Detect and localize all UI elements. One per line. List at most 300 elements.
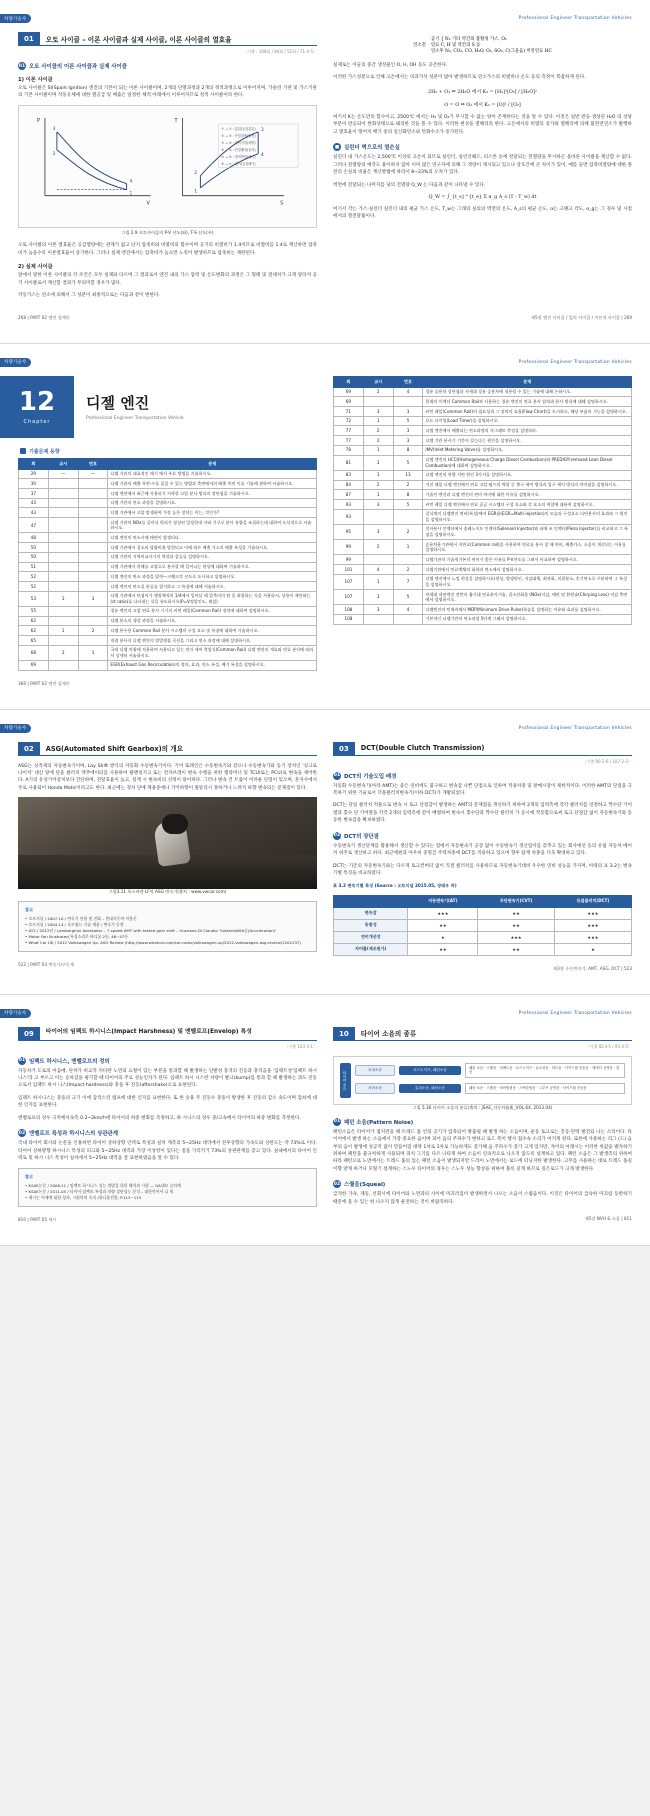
- cell-question: 직접 분사식 디젤 엔진의 열발생률 곡선을 그리고 연소 과정에 대해 설명하시오.: [108, 635, 317, 645]
- svg-text:4: 4: [261, 151, 264, 157]
- reference-item: • 오토지널 / 2004.14 / 오토월드 기술 제품 / 변속기 동향: [25, 921, 124, 927]
- cell-meta: 3: [78, 591, 108, 606]
- cell-question: 디젤 엔진에서 배출되는 연소과정의 사그레트 측정을 설명하라.: [423, 426, 632, 436]
- cell-meta: 2: [78, 626, 108, 636]
- table-header-row-2: [334, 376, 632, 387]
- page-footer-4r: [333, 1216, 632, 1222]
- reference-item: • KSAE논문 / 2006.11 / 임팩트 하시니스 성능 개발을 위한 해석과 시험 — QA대모 승차계: [25, 1182, 181, 1188]
- cell-meta: [363, 614, 393, 624]
- transmission-comparison-table: [333, 895, 632, 956]
- diagram-sub-exterior: 통과소음, 패턴소음: [399, 1084, 461, 1093]
- harshness-sub1: [18, 1057, 317, 1065]
- table-row: [19, 635, 317, 645]
- reference-title-2: 참고: [25, 1174, 33, 1180]
- heading-real-cycle: 2) 실제 사이클: [18, 264, 53, 271]
- cell-meta: [48, 606, 78, 616]
- pv-ts-chart-svg: [23, 110, 312, 220]
- left-column: [18, 32, 317, 305]
- table-row: [19, 479, 317, 489]
- cell-question: 경유 엔진의 고압 연료 분사 기기의 커먼 레일(Common Rail) 장치에 대하여 설명하시오.: [108, 606, 317, 616]
- equation-o2: O = O ⇌ O₂ 에서 K₂ = [O]² / [O₂]: [444, 102, 521, 108]
- noise-exam-tag: 〔기출 ID-3-5 / 95-4-5〕: [585, 1043, 632, 1049]
- svg-text:1: 1: [194, 188, 197, 194]
- table-row: [334, 524, 632, 539]
- cell-meta: 95: [334, 524, 364, 539]
- harshness-sub1-marker: 01: [18, 1058, 26, 1064]
- th-period-2: 교시: [363, 376, 393, 387]
- cell-question: 커먼 레일(Common Rail)의 필요성과 그 장치의 효율(Flow Chart)을 도시하고, 해당 부품의 기능을 설명하시오.: [423, 407, 632, 417]
- noise-section-title: 타이어 소음의 종류: [355, 1027, 632, 1041]
- table-row: [19, 543, 317, 553]
- subsection-heading: [18, 62, 317, 70]
- th-number: 번호: [78, 458, 108, 469]
- equation-qw: Q_W = ∫_{t_s}^{t_e} Σ α_g A_s (T - T_w) dt: [428, 194, 537, 200]
- cell-question: 로드 타이밍(Load Timer)을 설명하시오.: [423, 416, 632, 426]
- dct-sub2: [333, 832, 632, 840]
- cell-question: 전자분사 인젝터에서 솔레노이드 인젝터(Solenoid Injector)와 피에 조 인젝터(Piezo Injector)를 비교하고 그 특징을 설명하시오.: [423, 524, 632, 539]
- noise-sub2-marker: 02: [333, 1181, 341, 1187]
- cell-meta: 62: [19, 616, 49, 626]
- cell-meta: 93: [334, 509, 364, 524]
- svg-text:2: 2: [194, 169, 197, 175]
- cell-meta: [48, 533, 78, 543]
- harshness-section-title: 타이어의 임팩트 하시니스(Impact Harshness) 및 엔벨로프(Envelop) 특성: [40, 1027, 317, 1041]
- comparison-rating: ★★★: [408, 907, 478, 919]
- table-row: [334, 426, 632, 436]
- combustion-equation-block: [333, 36, 632, 54]
- table-body-right: [334, 387, 632, 624]
- cell-meta: 3: [363, 589, 393, 604]
- cell-meta: 1: [48, 626, 78, 636]
- cell-meta: [363, 555, 393, 565]
- th-question: 문제: [108, 458, 317, 469]
- cell-question: 디젤 기관의 연소 과정을 설명하시오.: [108, 498, 317, 508]
- section-heading: [18, 32, 317, 46]
- svg-text:③ → ④ : 정적가열(폭발): ③ → ④ : 정적가열(폭발): [221, 140, 256, 145]
- cell-meta: 1: [363, 574, 393, 589]
- dct-table-caption: 표 3.2 변속기별 특징 (Source : 오토지널 2015.05, 장태우 차): [333, 882, 457, 888]
- asg-photo-caption: 그림3.11 폭스바겐 LF의 ASG 변속기(출처 : www.vwcar.com): [108, 889, 227, 895]
- reference-item: • AT2 / 2012년 / Lamborghini Aventador – 7-speed AMT with tested gear shift – Graziano Di Claudio 'Sostenibilità승(Acceleration)': [25, 927, 277, 933]
- footer-left-2: 366 | PART 02 엔진 설계론: [18, 680, 70, 686]
- cell-meta: 68: [19, 645, 49, 660]
- cell-question: 가솔린 엔진과 디젤 엔진의 연비 차이에 대한 이유를 설명하시오.: [423, 490, 632, 500]
- combustion-line-3: 연소후 N₂, CO₂, CO, H₂O, O₂, SO₂, C(그을음) 미연연료 HC: [430, 49, 552, 54]
- cell-meta: 5: [393, 455, 423, 470]
- cell-meta: 3: [363, 407, 393, 417]
- svg-text:T: T: [174, 117, 178, 124]
- table-row: [19, 498, 317, 508]
- cell-meta: 30: [19, 479, 49, 489]
- cell-meta: [48, 489, 78, 499]
- table-row: [334, 614, 632, 624]
- harshness-sub1-title: 임팩트 하시니스, 엔벨로프의 정의: [29, 1058, 110, 1065]
- svg-text:P: P: [36, 117, 40, 124]
- table-row: [334, 455, 632, 470]
- cell-meta: 2: [363, 436, 393, 446]
- paragraph-intermediate: 실제로는 이들의 중간 생성물인 O, H, OH 등도 공존한다.: [333, 63, 448, 68]
- cell-question: 디젤 엔진에서 최근에 사용되기 시작한 고압 분사 방식의 장단점을 기술하시오.: [108, 489, 317, 499]
- cell-question: 디젤 기관에서 질소의 당량비율 발현되고 이에 따른 배출 가스의 배출 특성을 기술하시오.: [108, 543, 317, 553]
- harshness-paragraph-4: 국내 타이어 회사의 논문을 인용하면 타이어 상하상향 인덱로 특성과 실차 계측의 5~25Hz 대역에서 전후상향의 가속도와 상관도는 약 73%로 이다. 타이어 상하방향 하시니스 특성의 피크와 5~25Hz 대역과 가장 이상항이 있다는 점을 가리키기 73%의 상관관계를 갖고 있다. 실내에서의 타이어 인덱로 및 하시 니스 특성이 실차에서 5~25Hz 대역을 잘 표현하였음을 알 수 있다.: [18, 1141, 317, 1162]
- cell-meta: [48, 572, 78, 582]
- cell-question: 디젤 기관에서 촉매를 고압으로 분사할 때 일어나는 현상에 대하여 기술하시오.: [108, 562, 317, 572]
- paragraph-gas-composition: 이러한 가스성분으로 인해 고온에서는 비과가석 성분이 많아 발생하므로 연소가스의 비열비나 온도 등의 측정이 복잡하게 된다.: [333, 75, 586, 81]
- paragraph-wall-transfer: 벽면에 전달되는 나머지를 당의 전열량 Q_W 는 다음과 같이 나타낼 수 있다.: [333, 182, 486, 188]
- cell-meta: 13: [393, 470, 423, 480]
- cell-meta: 1: [363, 490, 393, 500]
- cell-meta: 52: [19, 581, 49, 591]
- footer-right-4: 제5장 NVH & 소음 | 811: [584, 1216, 632, 1222]
- cell-question: 경유 승용차 장단점과 저세대 경유 승용차에 적용될 수 있는 기술에 대해 논하시오.: [423, 387, 632, 397]
- comparison-rating: ★★: [408, 943, 478, 955]
- comparison-label: 연비개선성: [334, 931, 408, 943]
- noise-sub2-title: 스퀄음(Squeal): [344, 1182, 386, 1189]
- cell-meta: 93: [334, 499, 364, 509]
- cell-meta: 4: [393, 387, 423, 397]
- cell-meta: 101: [334, 564, 364, 574]
- combustion-label: 연소전: [413, 43, 426, 48]
- cell-meta: [78, 479, 108, 489]
- harshness-paragraph-2: 임팩트 하시니스는 충돌의 크기 이에 감작스런 범프에 대한 인지를 표현한다. 또 한 승용 주 진동수 충돌이 발생한 후 진동의 감소 속도이며 감쇠에 대한 인지를 표현한다.: [18, 1095, 317, 1109]
- noise-section-heading: [333, 1027, 632, 1041]
- cell-meta: 37: [19, 489, 49, 499]
- cell-meta: 71: [334, 407, 364, 417]
- cell-meta: 99: [334, 555, 364, 565]
- cell-question: 질식계의 디젤엔진 연비(특성)에서 EGR율(EGR=Multi-injection)의 모습과 구성요소 다단분사의 효과와 그 원인을 설명하시오.: [423, 509, 632, 524]
- svg-text:2: 2: [52, 150, 56, 156]
- subsection-marker-2: ■: [334, 144, 340, 150]
- dct-sub2-marker: 02: [333, 833, 341, 839]
- table-row: [19, 660, 317, 670]
- table-row: [334, 555, 632, 565]
- cell-meta: [48, 508, 78, 518]
- comparison-rating: ★: [408, 931, 478, 943]
- table-row: [19, 518, 317, 533]
- paragraph-dissociation: 여기서 K는 온도만의 함수이고, 2500℃ 에서는 H₂ 및 O₂가 무시할 수 없는 양이 존재한다는 것을 알 수 있다. 이것은 일반 반응·생성된 H₂O 의 상당부분이 반응되어 완화상태으로 돼리한 것을 볼 수 있다. 이러한 현상을 열해리라 한다. 고온에서의 비열의 증가와 열해리에 의해 불완전연소가 발행하고 열효율이 떨어져 배기 중의 일산화탄소와 탄화수소가 증가된다.: [333, 114, 632, 135]
- harshness-sub2-title: 엔벨로프 특성과 하시니스의 상관관계: [29, 1131, 118, 1138]
- th-number-2: 번호: [393, 376, 423, 387]
- cell-meta: 5: [393, 589, 423, 604]
- running-head-left: 차량기술사: [0, 14, 31, 23]
- footer-left-4: 810 | PART 05 새시: [18, 1216, 57, 1222]
- svg-text:⑥ → ① : 배기(등압배기): ⑥ → ① : 배기(등압배기): [221, 161, 256, 166]
- section-title: 오토 사이클 – 이론 사이클과 실제 사이클, 이론 사이클의 열효율: [40, 32, 317, 46]
- cell-meta: 51: [19, 562, 49, 572]
- cell-meta: 99: [334, 540, 364, 555]
- table-row: [19, 606, 317, 616]
- table-row: [334, 605, 632, 615]
- cell-meta: 69: [334, 397, 364, 407]
- cell-meta: [78, 498, 108, 508]
- cell-meta: 2: [363, 480, 393, 490]
- dct-paragraph-1: 자동화 수동변속기(아라 AMT)는 좋은 연비에도 불구하고 변속감 나쁜 단점으로 인하여 적용차종 및 판매시장이 제한적이다. 이러한 AMT의 단점을 극복하기 위한 기술로서 더플클러치변속기(이하 DCT)가 개발되었다.: [333, 783, 632, 797]
- cell-meta: 3: [363, 499, 393, 509]
- chapter-left-column: [18, 376, 317, 687]
- cell-meta: 77: [334, 426, 364, 436]
- dct-section-number: 03: [333, 742, 355, 756]
- table-row: [334, 387, 632, 397]
- table-row: [334, 445, 632, 455]
- cell-meta: 2: [363, 387, 393, 397]
- diagram-branch-interior: 차내소음: [355, 1065, 395, 1076]
- dct-exam-tag: 〔기출 90-2-6 / 107-2-3〕: [582, 758, 632, 764]
- chapter-subtitle: Professional Engineer Transportation Vehicle: [86, 416, 184, 422]
- cell-meta: 3: [363, 524, 393, 539]
- noise-sub1-title: 패턴 소음(Pattern Noise): [344, 1119, 414, 1126]
- cell-question: 디젤 기관 분사기 기간이 갖는다는 원인을 설명하시오.: [423, 436, 632, 446]
- section-number: 01: [18, 32, 40, 46]
- heading-theory-cycle: 1) 이론 사이클: [18, 77, 53, 83]
- table-row: [19, 572, 317, 582]
- cell-meta: [78, 518, 108, 533]
- cell-meta: 1: [393, 540, 423, 555]
- cell-meta: —: [48, 469, 78, 479]
- paragraph-efficiency: 오토 사이클의 이론 열효율은 공급열량에는 관계가 없고 단지 압축비와 비열비의 함수이며 공기의 비열비가 1.4이므로 비열비를 1.4로 계산하면 압축비가 높을수록 이론열효율이 증가한다. 그러나 실제 엔진에서는 압축비가 높으면 노킹이 발생하므로 압축비는 제한된다.: [18, 243, 317, 256]
- cell-meta: 5: [393, 499, 423, 509]
- cell-meta: [48, 518, 78, 533]
- harshness-sub2: [18, 1129, 317, 1137]
- comparison-label: 변속감: [334, 907, 408, 919]
- cell-meta: 81: [334, 455, 364, 470]
- page-oto-cycle: [0, 0, 650, 344]
- table-row: [334, 499, 632, 509]
- cell-meta: [48, 543, 78, 553]
- cell-question: 국내 디젤 차량에 적용하여 사용되고 있는 전자 제어 축압식(Common Rail) 디젤 엔진의 개요와 연료 분사에 따라서 상세히 서술하시오.: [108, 645, 317, 660]
- chapter-number: 12: [18, 386, 56, 417]
- footer-right-3: 제3장 수동변속기, AMT, ASG, DCT | 523: [553, 965, 632, 971]
- cell-meta: [48, 552, 78, 562]
- cell-question: 디젤 기관의 대표적인 매기 에서 주요 방법을 기술하시오.: [108, 469, 317, 479]
- cell-question: 기본적인 디젤기관의 연소과정 5단계 그래서 설명하시오.: [423, 614, 632, 624]
- asg-section-heading: [18, 742, 317, 756]
- diagram-sub-interior: 로드노이즈, 패턴소음: [399, 1066, 461, 1075]
- cell-meta: [393, 397, 423, 407]
- comparison-rating: ★★★: [554, 907, 631, 919]
- cell-meta: 48: [19, 533, 49, 543]
- cell-meta: 5: [393, 416, 423, 426]
- table-row: [334, 540, 632, 555]
- cell-question: 디젤 기관의 지역비교사기의 역할과 종류를 설명하시오.: [108, 552, 317, 562]
- footer-right: 제5장 엔진 사이클 / 일의 사이클 / 이론적 사이클 | 269: [530, 314, 632, 320]
- cell-question: 디젤기관에서 연료액체의 화학과 연소에서 설명하시오.: [423, 564, 632, 574]
- cell-meta: [78, 616, 108, 626]
- footer-left: 268 | PART 02 엔진 설계론: [18, 314, 70, 320]
- paragraph-working-gas: 작동가스는 연소에 의해서 그 성분이 최종적으로는 다음과 같이 변한다.: [18, 293, 160, 299]
- svg-text:② → ③ : 단열압축(압축): ② → ③ : 단열압축(압축): [221, 133, 256, 138]
- page-asg-dct: [0, 710, 650, 995]
- comparison-rating: ★★: [478, 943, 555, 955]
- cell-meta: 108: [334, 614, 364, 624]
- cell-meta: 52: [19, 572, 49, 582]
- table-header-row: [19, 458, 317, 469]
- figure-caption: 그림 2.9 오토사이클의 P-V 선도(좌), T-S 선도(우): [121, 230, 214, 236]
- cell-meta: 69: [19, 660, 49, 670]
- cell-meta: [363, 509, 393, 524]
- page-header: [4, 14, 632, 23]
- page-footer-2: [18, 681, 317, 687]
- cell-question: 디젤 분수용 Common Rail 분사 시스템의 구성 요소 및 특징에 대하여 기술하시오.: [108, 626, 317, 636]
- harshness-exam-tag: 〔기출 103-3-1〕: [284, 1043, 317, 1049]
- cell-meta: [78, 489, 108, 499]
- dct-column: [333, 742, 632, 972]
- asg-gearbox-photo: [18, 797, 317, 889]
- th-question-2: 문제: [423, 376, 632, 387]
- running-head-right: Professional Engineer Transportation Vehicles: [518, 16, 632, 21]
- th-blank: [334, 895, 408, 907]
- noise-sub1-marker: 01: [333, 1119, 341, 1125]
- harshness-section-number: 09: [18, 1027, 40, 1041]
- chapter-header: [18, 376, 317, 438]
- cell-meta: [48, 616, 78, 626]
- dct-sub1-title: DCT의 기술도입 배경: [344, 773, 397, 780]
- cell-meta: [78, 572, 108, 582]
- cell-meta: [78, 581, 108, 591]
- subsection-title: 오토 사이클의 이론 사이클과 실제 사이클: [29, 64, 127, 70]
- equation-h2o: 2H₂ + O₂ ⇌ 2H₂O 에서 K₂ = [H₂]²[O₂] / [H₂O]²: [428, 89, 537, 95]
- dct-sub1-marker: 01: [333, 773, 341, 779]
- cell-meta: [393, 614, 423, 624]
- harshness-column: [18, 1027, 317, 1223]
- figure-pv-ts-diagram: [18, 105, 317, 229]
- tire-noise-classification-diagram: [333, 1056, 632, 1105]
- page-footer-4: [18, 1217, 317, 1223]
- cell-meta: 50: [19, 543, 49, 553]
- cell-meta: [78, 660, 108, 670]
- cell-meta: 2: [363, 426, 393, 436]
- cell-meta: 47: [19, 518, 49, 533]
- table-row: [19, 616, 317, 626]
- cell-meta: [78, 508, 108, 518]
- cell-question: EGR(Exhaust Gas Recirculation)의 정의, 효과, 연소 특성, 배기 특성을 설명하시오.: [108, 660, 317, 670]
- page-header-2: [4, 358, 632, 367]
- table-row: [334, 589, 632, 604]
- cell-meta: 84: [334, 480, 364, 490]
- svg-text:① → ② : 흡입(등압흡입): ① → ② : 흡입(등압흡입): [221, 126, 256, 131]
- cell-question: 디젤 기관에서 단점이가 행정체적의 1/4에서 일어날 때 압축비의 탑 을 최합하는 식을 사용하서, 상용이 제안하는 (ct ratio)를 나타내는 식을 유도하시오(P=V정압인도, 제설): [108, 591, 317, 606]
- svg-text:S: S: [280, 200, 284, 207]
- table-row: [19, 469, 317, 479]
- table-row: [334, 436, 632, 446]
- diagram-branch-exterior: 차외소음: [355, 1083, 395, 1094]
- cell-question: 디젤 엔진의 연소실 분류를 열거하고 그 특징에 대해 서술하시오.: [108, 581, 317, 591]
- cell-meta: 3: [48, 645, 78, 660]
- cell-meta: 69: [334, 387, 364, 397]
- cell-meta: 2: [393, 524, 423, 539]
- page-header-3: [4, 724, 632, 733]
- table-row: [334, 509, 632, 524]
- comparison-rating: ★★★: [554, 919, 631, 931]
- cell-meta: [48, 581, 78, 591]
- cell-meta: 3: [363, 605, 393, 615]
- comparison-row: [334, 931, 632, 943]
- cell-meta: 2: [393, 564, 423, 574]
- cell-meta: 53: [19, 591, 49, 606]
- cell-question: 디젤 기관의 NOx를 줄이다 원리가 형성된 일정한데 이와 기구로 분사 유량을 조절하는데 대하여 도식적으로 서술하시오.: [108, 518, 317, 533]
- comparison-row: [334, 943, 632, 955]
- comparison-label: 동합성: [334, 919, 408, 931]
- reference-item: • KSAE논문 / 2011.05 / 타이어 임팩트 특성과 차량 상단성능 분석 – 대한인아서 니 게: [25, 1188, 174, 1194]
- cell-question: 디젤 기관에서 고압 발생하여 가장 높은 장치는 이는, 것인가?: [108, 508, 317, 518]
- dct-section-heading: [333, 742, 632, 756]
- table-row: [334, 470, 632, 480]
- cell-meta: 4: [393, 605, 423, 615]
- photo-shift-knob: [162, 814, 188, 834]
- table-row: [334, 416, 632, 426]
- comparison-row: [334, 919, 632, 931]
- page-footer-3r: [333, 966, 632, 972]
- exam-trend-table-right: [333, 376, 632, 625]
- harshness-section-heading: [18, 1027, 317, 1041]
- paragraph-real-cycle: 앞에서 말한 이론 사이클의 각 조건은 모두 실제와 다르며 그 결과로서 엔진 내의 가스 압력 및 온도변화의 과정은 그 형태 및 절대치가 크게 달라져 공기 사이클로서 계산할 결과가 무의미할 경우가 많다.: [18, 273, 317, 286]
- running-head-right-3: Professional Engineer Transportation Vehicles: [518, 725, 632, 731]
- page-diesel-engine: [0, 344, 650, 710]
- cell-meta: 29: [19, 469, 49, 479]
- noise-sub1: [333, 1118, 632, 1126]
- asg-paragraph: ASG는 싱격세의 자동변속기이며, Lay Shift 방식의 자동화 수동변속기이다. 기어 또레인은 수동변속기와 같으나 수동변속기와 동기 장치인 '싱크로 나이저' 대신 앞에 단을 클러치 액추에이터를 사용하여 클랜칭지고 또는 전자브레이 변속 수행을 위한 앨라머너 및 TCU(또는 PCU)로 변속을 제어한다. A기의 유성기어장치보다 간단하며, 전달효율이 높고, 설계 시 변속비의 선정이 용이하다. 그러나 변속 건 트롤이 어려운 단점이 있으며, 혼자사에서 주로 사용되어 Honda Matic이라고도 한다. 최근에는 경차 단에 제용중에나 기어하향이 말뜰리시 못하거나 느려지 하향 변속되는 문제점이 있다.: [18, 763, 317, 791]
- running-head-right-4: Professional Engineer Transportation Vehicles: [518, 1010, 632, 1016]
- chapter-word: Chapter: [23, 418, 51, 425]
- cell-meta: [78, 552, 108, 562]
- th-round-2: 회: [334, 376, 364, 387]
- cell-meta: 2: [393, 480, 423, 490]
- reference-item: • 오토지널 / 2007.10 / 변속기 통합 및 진화 – 현대자동차 이용준: [25, 915, 137, 921]
- cell-meta: 8: [393, 490, 423, 500]
- cell-meta: [48, 498, 78, 508]
- footer-left-3: 522 | PART 03 변속기/구동계: [18, 961, 75, 967]
- dct-sub2-title: DCT의 장단점: [344, 833, 379, 840]
- cell-meta: 2: [363, 540, 393, 555]
- subsection-marker: 01: [18, 63, 26, 69]
- svg-text:3: 3: [52, 125, 56, 131]
- paragraph-theory: 오토 사이클은 SI(Spark Ignition) 엔진의 기본이 되는 이론 사이클이며, 2개의 단열과정과 2개의 정적과정으로 이루어지며, 가솔린 기관 및 가스기관의 기본 사이클이며 작동유체에 대한 열공급 및 배출은 일정한 체적 아래에서 이루어지므로 정적 사이클이라 한다.: [18, 86, 317, 99]
- page-tire-noise: [0, 995, 650, 1246]
- tire-noise-column: [333, 1027, 632, 1223]
- cell-meta: [48, 660, 78, 670]
- cell-meta: 78: [334, 445, 364, 455]
- combustion-line-2: 연료 C, H 및 약간의 S 등: [430, 43, 481, 48]
- paragraph-heat-loss: 실린더 내 가스온도는 2,500℃ 이상의 고온이 되므로 실린더, 실린더헤드, 피스톤 등에 전달되는 전열량을 무시하곤 올바른 사이클을 계산할 수 없다. 그러나 전열량의 예측도 용이하지 않아 이미 많은 연구자에 의해 그 정량이 제시되고 있으나 상호간에 큰 차이가 있어, 예를 들면 압축비열량에 대한 종전의 손실의 비율은 계산방법에 따라서 8~23%의 오차가 있다.: [333, 155, 632, 176]
- th-period: 교시: [48, 458, 78, 469]
- cell-meta: [78, 606, 108, 616]
- asg-section-title: ASG(Automated Shift Gearbox)의 개요: [40, 742, 317, 756]
- chapter-right-column: [333, 376, 632, 687]
- noise-sub2: [333, 1180, 632, 1188]
- cell-question: 디젤 엔진의 HCCI(Homogeneous Charge Diesel Combustion)와 PREDIGY(remixed Lean Diesel Combustion)에 대하여 설명하시오.: [423, 455, 632, 470]
- cell-meta: 3: [48, 591, 78, 606]
- comparison-row: [334, 907, 632, 919]
- table-row: [19, 552, 317, 562]
- cell-question: 차세대 내연엔진 전반의 흡기대 연료분사기술, 질소산화물 (NOx)저감, 매연 및 환원술(Chirping Loss) 저감 측면에서 설명하시오.: [423, 589, 632, 604]
- cell-meta: 83: [334, 470, 364, 480]
- table-row: [19, 591, 317, 606]
- cell-meta: 72: [334, 416, 364, 426]
- cell-meta: [78, 543, 108, 553]
- cell-question: 디젤 엔진의 차량 지연 원인 3가지를 설명하시오.: [423, 470, 632, 480]
- reference-item: • Motor Fan Illustrated 특집소리로 바디를 2등, 46~47등: [25, 933, 129, 939]
- cell-meta: 3: [393, 436, 423, 446]
- cell-meta: 55: [19, 606, 49, 616]
- cell-meta: [48, 562, 78, 572]
- cell-meta: 108: [334, 605, 364, 615]
- table-row: [19, 581, 317, 591]
- running-head-left-2: 차량기술사: [0, 358, 31, 367]
- cell-meta: 7: [393, 574, 423, 589]
- cell-question: 디젤기관의 기술력기본의 연비가 좋은 이유를 P-V선도를 그려서 비교하여 설명하시오.: [423, 555, 632, 565]
- table-row: [19, 645, 317, 660]
- th-dct: 듀얼클러치(DCT): [554, 895, 631, 907]
- dct-sub1: [333, 772, 632, 780]
